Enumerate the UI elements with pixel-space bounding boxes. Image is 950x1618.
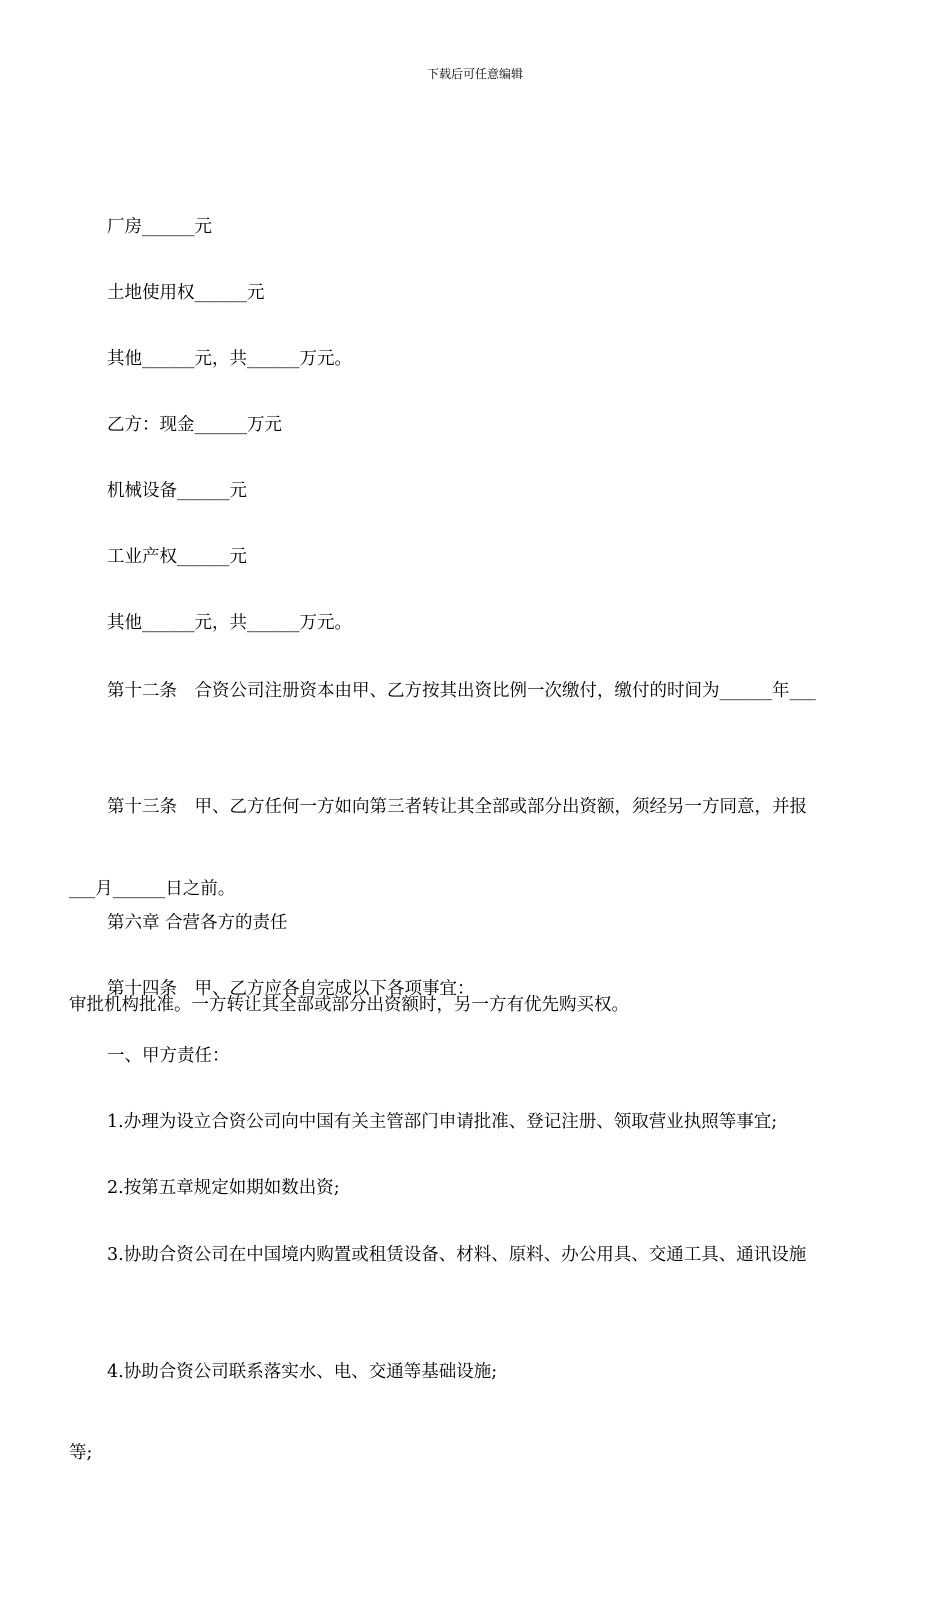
paragraph-line: 一、甲方责任： [107,1046,230,1066]
paragraph-line: 第六章 合营各方的责任 [107,913,288,933]
paragraph-line: 工业产权______元 [107,547,247,567]
paragraph-line: 其他______元，共______万元。 [107,613,352,633]
header-note: 下载后可任意编辑 [426,67,523,81]
paragraph-line: 第十四条 甲、乙方应各自完成以下各项事宜： [107,979,475,999]
paragraph-line: 土地使用权______元 [107,283,265,303]
paragraph-line: 审批机构批准。一方转让其全部或部分出资额时，另一方有优先购买权。 [69,995,629,1015]
paragraph-line: 4.协助合资公司联系落实水、电、交通等基础设施; [107,1362,498,1382]
paragraph-line: 1.办理为设立合资公司向中国有关主管部门申请批准、登记注册、领取营业执照等事宜; [107,1112,778,1132]
paragraph-line: 第十二条 合资公司注册资本由甲、乙方按其出资比例一次缴付，缴付的时间为______年___ [107,681,816,701]
paragraph-line: 3.协助合资公司在中国境内购置或租赁设备、材料、原料、办公用具、交通工具、通讯设施 [107,1245,807,1265]
paragraph-line: 2.按第五章规定如期如数出资; [107,1178,340,1198]
paragraph-line: 第十三条 甲、乙方任何一方如向第三者转让其全部或部分出资额，须经另一方同意，并报 [107,797,807,817]
paragraph-line: 厂房______元 [107,217,212,237]
paragraph-line: 机械设备______元 [107,481,247,501]
paragraph-line: 等; [69,1443,93,1463]
paragraph-line: ___月______日之前。 [69,879,236,899]
list-item-4 [69,1207,881,1537]
paragraph-line: 其他______元，共______万元。 [107,349,352,369]
paragraph-line: 乙方：现金______万元 [107,415,282,435]
